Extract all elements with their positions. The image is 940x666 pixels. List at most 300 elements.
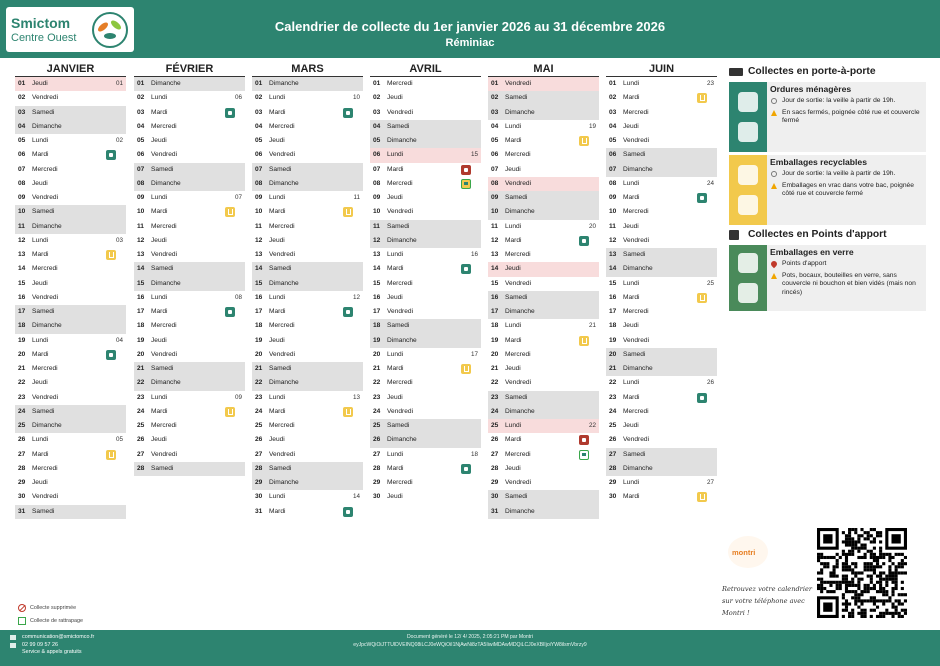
recycling-collection-icon	[343, 207, 353, 217]
day-row	[606, 362, 717, 376]
day-name: Mercredi	[623, 308, 649, 315]
day-name: Lundi	[32, 336, 49, 344]
day-row	[134, 419, 245, 433]
day-number: 25	[373, 422, 381, 429]
day-number: 26	[255, 436, 263, 444]
day-name: Dimanche	[505, 208, 535, 216]
day-row	[252, 277, 363, 291]
week-number: 20	[588, 222, 596, 230]
day-row	[370, 77, 481, 91]
day-name: Jeudi	[32, 279, 48, 287]
day-name: Jeudi	[151, 236, 167, 244]
day-row	[252, 362, 363, 376]
day-number: 15	[491, 279, 499, 287]
day-row	[15, 234, 126, 248]
week-number: 12	[352, 293, 360, 301]
day-name: Vendredi	[623, 137, 650, 144]
day-row	[134, 134, 245, 148]
day-name: Samedi	[505, 293, 528, 301]
suppressed-collection-icon	[461, 165, 471, 175]
day-name: Jeudi	[32, 179, 48, 187]
day-number: 23	[18, 393, 26, 401]
day-row	[370, 220, 481, 234]
day-row	[488, 319, 599, 333]
day-row	[606, 376, 717, 390]
day-number: 10	[137, 208, 145, 216]
day-row	[252, 405, 363, 419]
day-row	[606, 77, 717, 91]
day-row	[370, 376, 481, 390]
day-row	[370, 191, 481, 205]
day-row	[606, 106, 717, 120]
montri-logo	[728, 536, 768, 568]
day-name: Dimanche	[505, 308, 535, 315]
day-name: Dimanche	[269, 80, 299, 87]
day-row	[252, 248, 363, 262]
day-number: 23	[373, 393, 381, 401]
week-number: 08	[234, 293, 242, 301]
day-number: 30	[609, 493, 617, 501]
day-name: Vendredi	[151, 151, 178, 159]
day-name: Mercredi	[269, 322, 295, 330]
day-number: 15	[137, 279, 145, 287]
day-row	[488, 248, 599, 262]
month-header: AVRIL	[370, 62, 481, 77]
day-row	[606, 277, 717, 291]
day-row	[252, 220, 363, 234]
day-number: 24	[491, 407, 499, 415]
day-name: Dimanche	[623, 265, 653, 273]
emb-card	[729, 155, 926, 225]
day-number: 03	[255, 108, 263, 116]
day-number: 08	[491, 179, 499, 187]
day-row	[15, 476, 126, 490]
day-name: Mercredi	[387, 80, 413, 87]
day-row	[15, 362, 126, 376]
day-row	[15, 433, 126, 447]
day-number: 02	[255, 94, 263, 102]
day-row	[252, 319, 363, 333]
day-name: Dimanche	[387, 336, 417, 344]
day-row	[488, 177, 599, 191]
day-row	[252, 77, 363, 91]
day-name: Vendredi	[623, 336, 650, 344]
month-column	[134, 62, 245, 476]
day-name: Mercredi	[269, 422, 295, 429]
day-name: Vendredi	[505, 80, 532, 87]
day-name: Samedi	[387, 222, 410, 230]
day-name: Dimanche	[151, 80, 181, 87]
day-row	[488, 148, 599, 162]
day-row	[488, 234, 599, 248]
day-number: 20	[255, 350, 263, 358]
day-number: 04	[137, 122, 145, 130]
door-to-door-label: Collectes en porte-à-porte	[748, 66, 876, 77]
om-collection-icon	[697, 393, 707, 403]
footer-bar	[0, 630, 940, 666]
day-row	[606, 490, 717, 504]
day-name: Jeudi	[269, 436, 285, 444]
day-number: 30	[373, 493, 381, 501]
day-name: Mardi	[32, 450, 49, 458]
day-number: 05	[255, 137, 263, 144]
door-to-door-heading	[729, 64, 926, 80]
recycling-collection-icon	[106, 450, 116, 460]
day-row	[252, 476, 363, 490]
day-row	[606, 91, 717, 105]
month-header: JANVIER	[15, 62, 126, 77]
recycling-collection-icon	[697, 492, 707, 502]
day-number: 18	[137, 322, 145, 330]
day-name: Dimanche	[269, 379, 299, 387]
day-name: Lundi	[269, 94, 286, 102]
day-name: Jeudi	[623, 322, 639, 330]
day-row	[134, 462, 245, 476]
day-number: 19	[491, 336, 499, 344]
day-name: Samedi	[505, 393, 528, 401]
day-number: 05	[491, 137, 499, 144]
verre-band	[729, 245, 767, 311]
day-name: Lundi	[387, 350, 404, 358]
contact-phone[interactable]: 02 99 09 57 26	[22, 641, 58, 648]
day-number: 07	[255, 165, 263, 173]
day-name: Samedi	[505, 194, 528, 201]
day-row	[252, 419, 363, 433]
day-number: 21	[491, 365, 499, 372]
day-name: Vendredi	[32, 293, 59, 301]
day-name: Lundi	[269, 493, 286, 501]
day-name: Mardi	[151, 108, 168, 116]
om-schedule	[770, 97, 922, 106]
day-number: 28	[255, 464, 263, 472]
day-name: Lundi	[32, 137, 49, 144]
day-number: 14	[609, 265, 617, 273]
day-name: Samedi	[32, 308, 55, 315]
day-row	[488, 134, 599, 148]
day-row	[15, 163, 126, 177]
day-row	[488, 205, 599, 219]
emb-band	[729, 155, 767, 225]
day-number: 24	[18, 407, 26, 415]
day-number: 28	[373, 464, 381, 472]
day-number: 08	[137, 179, 145, 187]
day-name: Lundi	[623, 279, 640, 287]
day-row	[488, 419, 599, 433]
day-row	[15, 490, 126, 504]
day-row	[15, 305, 126, 319]
day-row	[488, 220, 599, 234]
month-column	[606, 62, 717, 505]
day-name: Vendredi	[269, 450, 296, 458]
day-row	[488, 448, 599, 462]
day-name: Samedi	[32, 507, 55, 515]
day-row	[134, 234, 245, 248]
month-header: JUIN	[606, 62, 717, 77]
generation-info	[260, 634, 680, 649]
day-row	[252, 433, 363, 447]
day-name: Lundi	[505, 422, 522, 429]
day-number: 27	[18, 450, 26, 458]
day-row	[252, 134, 363, 148]
month-column	[15, 62, 126, 519]
contact-email[interactable]: communication@smictomco.fr	[22, 634, 95, 640]
commune-name: Réminiac	[445, 37, 495, 49]
week-number: 18	[470, 450, 478, 458]
day-number: 05	[18, 137, 26, 144]
recycling-collection-icon	[225, 407, 235, 417]
recycling-collection-icon	[461, 364, 471, 374]
day-row	[606, 148, 717, 162]
day-row	[15, 248, 126, 262]
day-name: Dimanche	[387, 236, 417, 244]
day-row	[370, 106, 481, 120]
day-number: 26	[137, 436, 145, 444]
day-name: Samedi	[32, 108, 55, 116]
day-row	[134, 262, 245, 276]
day-number: 10	[491, 208, 499, 216]
day-number: 17	[491, 308, 499, 315]
day-name: Jeudi	[387, 493, 403, 501]
day-number: 16	[137, 293, 145, 301]
contact-block	[10, 634, 94, 657]
day-row	[15, 134, 126, 148]
day-number: 23	[137, 393, 145, 401]
day-name: Mercredi	[32, 165, 58, 173]
om-card	[729, 82, 926, 152]
day-row	[606, 163, 717, 177]
drop-off-label: Collectes en Points d'apport	[748, 229, 887, 240]
day-number: 19	[255, 336, 263, 344]
day-name: Vendredi	[387, 208, 414, 216]
day-number: 24	[609, 407, 617, 415]
day-row	[370, 334, 481, 348]
week-number: 22	[588, 422, 596, 429]
day-row	[252, 120, 363, 134]
day-number: 22	[255, 379, 263, 387]
day-row	[370, 177, 481, 191]
day-name: Jeudi	[151, 137, 167, 144]
day-number: 16	[373, 293, 381, 301]
day-number: 07	[609, 165, 617, 173]
day-row	[370, 148, 481, 162]
week-number: 17	[470, 350, 478, 358]
day-name: Lundi	[151, 293, 168, 301]
day-number: 26	[491, 436, 499, 444]
day-row	[370, 248, 481, 262]
day-row	[15, 91, 126, 105]
day-name: Lundi	[269, 194, 286, 201]
day-number: 05	[609, 137, 617, 144]
day-row	[370, 448, 481, 462]
day-number: 26	[373, 436, 381, 444]
warning-icon	[771, 183, 777, 189]
catchup-om-icon	[579, 450, 589, 460]
day-name: Mardi	[623, 194, 640, 201]
day-name: Mardi	[505, 137, 522, 144]
day-number: 16	[255, 293, 263, 301]
day-number: 13	[18, 251, 26, 258]
day-row	[606, 134, 717, 148]
day-name: Dimanche	[32, 122, 62, 130]
day-name: Jeudi	[505, 464, 521, 472]
day-number: 02	[491, 94, 499, 102]
day-row	[606, 291, 717, 305]
day-name: Mercredi	[32, 265, 58, 273]
day-number: 28	[18, 464, 26, 472]
day-number: 17	[255, 308, 263, 315]
day-name: Jeudi	[151, 436, 167, 444]
day-number: 27	[255, 450, 263, 458]
day-number: 03	[18, 108, 26, 116]
day-row	[15, 448, 126, 462]
emb-schedule	[770, 170, 922, 179]
map-pin-icon	[770, 260, 778, 268]
day-name: Mardi	[269, 308, 286, 315]
day-row	[15, 391, 126, 405]
day-number: 09	[137, 194, 145, 201]
day-row	[606, 405, 717, 419]
qr-code[interactable]	[817, 528, 907, 618]
day-name: Samedi	[151, 265, 174, 273]
day-number: 25	[255, 422, 263, 429]
day-number: 29	[491, 479, 499, 486]
day-name: Samedi	[623, 350, 646, 358]
day-name: Mardi	[623, 94, 640, 102]
om-collection-icon	[343, 507, 353, 517]
day-name: Samedi	[32, 407, 55, 415]
day-number: 30	[491, 493, 499, 501]
day-name: Mardi	[387, 265, 404, 273]
day-number: 11	[18, 222, 25, 230]
day-row	[488, 490, 599, 504]
day-number: 20	[609, 350, 617, 358]
day-name: Dimanche	[151, 279, 181, 287]
day-name: Samedi	[505, 94, 528, 102]
recycling-collection-icon	[697, 293, 707, 303]
day-name: Mardi	[32, 151, 49, 159]
day-number: 03	[373, 108, 381, 116]
day-name: Samedi	[387, 122, 410, 130]
day-name: Lundi	[32, 436, 49, 444]
day-number: 21	[373, 365, 381, 372]
day-name: Mardi	[387, 464, 404, 472]
day-number: 26	[18, 436, 26, 444]
day-row	[488, 106, 599, 120]
drop-point-icon	[729, 230, 739, 240]
day-name: Mardi	[623, 393, 640, 401]
day-name: Mercredi	[151, 222, 177, 230]
day-name: Vendredi	[387, 407, 414, 415]
day-row	[488, 77, 599, 91]
day-row	[370, 91, 481, 105]
day-number: 22	[491, 379, 499, 387]
week-number: 07	[234, 194, 242, 201]
day-number: 31	[491, 507, 499, 515]
day-number: 12	[137, 236, 145, 244]
catchup-recycling-icon	[461, 179, 471, 189]
day-name: Vendredi	[505, 179, 532, 187]
day-number: 13	[491, 251, 499, 258]
day-row	[488, 120, 599, 134]
recycling-collection-icon	[579, 336, 589, 346]
day-name: Samedi	[623, 151, 646, 159]
day-number: 16	[491, 293, 499, 301]
day-number: 27	[609, 450, 617, 458]
day-row	[606, 348, 717, 362]
day-row	[370, 305, 481, 319]
day-row	[134, 106, 245, 120]
day-row	[252, 191, 363, 205]
day-name: Jeudi	[505, 365, 521, 372]
day-row	[134, 433, 245, 447]
day-name: Dimanche	[32, 422, 62, 429]
day-row	[606, 334, 717, 348]
om-collection-icon	[579, 236, 589, 246]
day-row	[15, 348, 126, 362]
day-row	[252, 490, 363, 504]
day-name: Mardi	[269, 108, 286, 116]
day-number: 19	[137, 336, 145, 344]
day-name: Mercredi	[623, 407, 649, 415]
day-row	[252, 334, 363, 348]
day-number: 16	[18, 293, 26, 301]
day-name: Vendredi	[623, 236, 650, 244]
day-row	[15, 376, 126, 390]
day-name: Lundi	[623, 179, 640, 187]
om-line1: Jour de sortie: la veille à partir de 19h.	[782, 97, 896, 104]
day-number: 28	[491, 464, 499, 472]
day-name: Samedi	[269, 464, 292, 472]
recycling-collection-icon	[343, 407, 353, 417]
day-number: 18	[609, 322, 617, 330]
day-number: 22	[137, 379, 145, 387]
om-collection-icon	[106, 350, 116, 360]
side-panel	[729, 64, 926, 311]
day-name: Mercredi	[505, 350, 531, 358]
day-number: 04	[609, 122, 617, 130]
day-row	[370, 419, 481, 433]
day-name: Vendredi	[505, 279, 532, 287]
day-name: Mercredi	[32, 464, 58, 472]
day-number: 17	[137, 308, 145, 315]
day-name: Dimanche	[387, 436, 417, 444]
day-number: 22	[18, 379, 26, 387]
day-row	[252, 291, 363, 305]
day-row	[488, 362, 599, 376]
week-number: 02	[115, 137, 123, 144]
day-name: Vendredi	[32, 194, 59, 201]
day-name: Jeudi	[387, 194, 403, 201]
catchup-icon	[18, 617, 26, 625]
day-name: Samedi	[623, 450, 646, 458]
mail-icon	[10, 635, 16, 640]
day-name: Mercredi	[151, 122, 177, 130]
day-row	[134, 191, 245, 205]
day-name: Samedi	[387, 422, 410, 429]
day-number: 06	[137, 151, 145, 159]
day-row	[134, 220, 245, 234]
truck-icon	[738, 195, 758, 215]
month-header: FÉVRIER	[134, 62, 245, 77]
day-name: Lundi	[623, 479, 640, 486]
day-row	[370, 134, 481, 148]
phone-icon	[10, 643, 16, 648]
day-name: Mercredi	[505, 151, 531, 159]
day-row	[134, 362, 245, 376]
day-row	[15, 319, 126, 333]
day-number: 03	[609, 108, 617, 116]
day-name: Mardi	[151, 407, 168, 415]
